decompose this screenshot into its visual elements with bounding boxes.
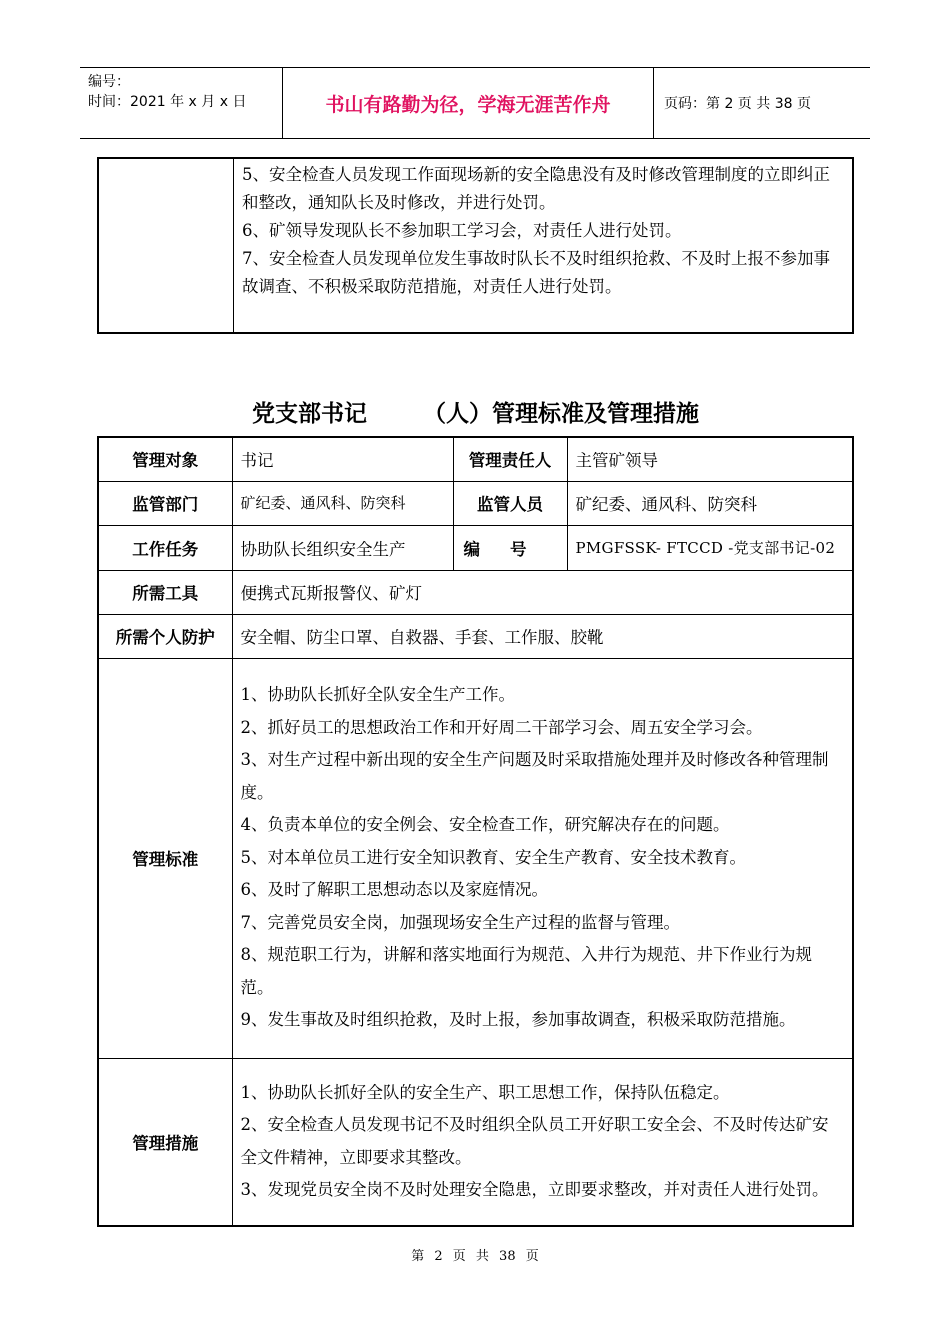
- management-table: [97, 436, 854, 1227]
- standards-list: [232, 658, 853, 1058]
- dept-label: 监管部门: [98, 481, 232, 525]
- list-item: 2、抓好员工的思想政治工作和开好周二干部学习会、周五安全学习会。: [240, 717, 763, 737]
- continuation-line: 5、安全检查人员发现工作面现场新的安全隐患没有及时修改管理制度的立即纠正和整改，通知队长及时修改，并进行处罚。: [242, 165, 830, 212]
- continuation-line: 7、安全检查人员发现单位发生事故时队长不及时组织抢救、不及时上报不参加事故调查、不积极采取防范措施，对责任人进行处罚。: [242, 249, 830, 296]
- table-row: [98, 437, 853, 481]
- dept-value: 矿纪委、通风科、防突科: [232, 481, 453, 525]
- code-label: 编号: [453, 525, 567, 570]
- code-value: PMGFSSK- FTCCD -党支部书记-02: [567, 525, 853, 570]
- ppe-label: 所需个人防护: [98, 614, 232, 658]
- list-item: 3、对生产过程中新出现的安全生产问题及时采取措施处理并及时修改各种管理制度。: [240, 750, 829, 802]
- task-label: 工作任务: [98, 525, 232, 570]
- list-item: 3、发现党员安全岗不及时处理安全隐患，立即要求整改，并对责任人进行处罚。: [240, 1180, 829, 1200]
- ppe-value: 安全帽、防尘口罩、自救器、手套、工作服、胶靴: [232, 614, 853, 658]
- date-text: 时间：2021 年 x 月 x 日: [88, 94, 247, 110]
- header-meta: [80, 68, 282, 138]
- table-row: [98, 658, 853, 1058]
- table-row: [98, 481, 853, 525]
- section-title: 党支部书记 （人）管理标准及管理措施: [251, 401, 700, 427]
- header-motto: 书山有路勤为径，学海无涯苦作舟: [282, 68, 654, 138]
- responsible-label: 管理责任人: [453, 437, 567, 481]
- list-item: 6、及时了解职工思想动态以及家庭情况。: [240, 880, 548, 900]
- table-row: [98, 1058, 853, 1226]
- supervisor-value: 矿纪委、通风科、防突科: [567, 481, 853, 525]
- tools-value: 便携式瓦斯报警仪、矿灯: [232, 570, 853, 614]
- page-footer: 第 2 页 共 38 页: [411, 1249, 539, 1264]
- number-label: 编号：: [88, 74, 130, 90]
- table-row: [98, 570, 853, 614]
- supervisor-label: 监管人员: [453, 481, 567, 525]
- task-value: 协助队长组织安全生产: [232, 525, 453, 570]
- responsible-value: 主管矿领导: [567, 437, 853, 481]
- list-item: 4、负责本单位的安全例会、安全检查工作，研究解决存在的问题。: [240, 815, 730, 835]
- measures-label: 管理措施: [98, 1058, 232, 1226]
- continuation-content: [234, 159, 852, 332]
- list-item: 2、安全检查人员发现书记不及时组织全队员工开好职工安全会、不及时传达矿安全文件精神，立即要求其整改。: [240, 1115, 829, 1167]
- object-label: 管理对象: [98, 437, 232, 481]
- list-item: 7、完善党员安全岗，加强现场安全生产过程的监督与管理。: [240, 912, 680, 932]
- list-item: 8、规范职工行为，讲解和落实地面行为规范、入井行为规范、井下作业行为规范。: [240, 945, 812, 997]
- table-row: [98, 614, 853, 658]
- continuation-label-cell: [99, 159, 234, 332]
- list-item: 1、协助队长抓好全队的安全生产、职工思想工作，保持队伍稳定。: [240, 1082, 730, 1102]
- table-row: [98, 525, 853, 570]
- continuation-line: 6、矿领导发现队长不参加职工学习会，对责任人进行处罚。: [242, 221, 682, 240]
- list-item: 5、对本单位员工进行安全知识教育、安全生产教育、安全技术教育。: [240, 847, 746, 867]
- object-value: 书记: [232, 437, 453, 481]
- continuation-table: [97, 157, 854, 334]
- tools-label: 所需工具: [98, 570, 232, 614]
- page-header: [80, 67, 870, 139]
- list-item: 1、协助队长抓好全队安全生产工作。: [240, 685, 515, 705]
- measures-list: [232, 1058, 853, 1226]
- standards-label: 管理标准: [98, 658, 232, 1058]
- list-item: 9、发生事故及时组织抢救，及时上报，参加事故调查，积极采取防范措施。: [240, 1010, 796, 1030]
- header-page-info: 页码：第 2 页 共 38 页: [664, 96, 811, 112]
